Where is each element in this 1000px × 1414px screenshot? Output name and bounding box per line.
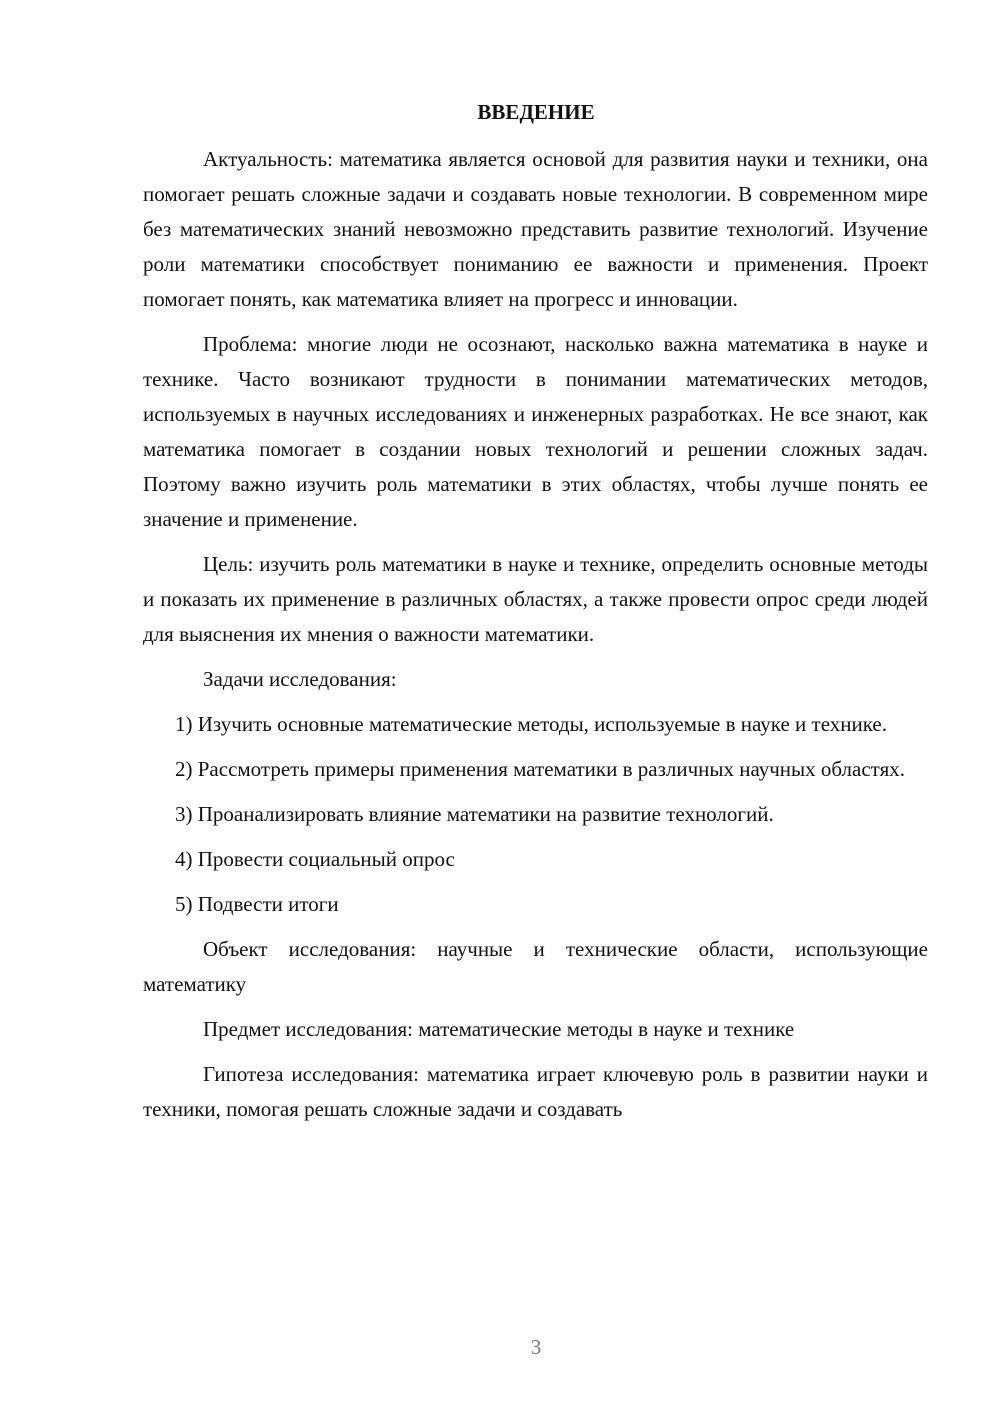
paragraph-goal: Цель: изучить роль математики в науке и технике, определить основные методы и показать их применение в различных областях, а также провести опрос среди людей для выяснения их мнения о важности математики.: [143, 552, 928, 646]
paragraph-hypothesis: Гипотеза исследования: математика играет ключевую роль в развитии науки и техники, помогая решать сложные задачи и создавать: [143, 1062, 928, 1121]
task-item: 3) Проанализировать влияние математики на развитие технологий.: [175, 802, 774, 826]
paragraph-relevance: Актуальность: математика является основой для развития науки и техники, она помогает решать сложные задачи и создавать новые технологии. В современном мире без математических знаний невозможно представить развитие технологий. Изучение роли математики способствует пониманию ее важности и применения. Проект помогает понять, как математика влияет на прогресс и инновации.: [143, 147, 928, 311]
page-title: ВВЕДЕНИЕ: [477, 100, 595, 124]
page-number: 3: [530, 1335, 542, 1359]
tasks-heading: Задачи исследования:: [203, 667, 397, 691]
document-body: [143, 142, 928, 1127]
task-item: 1) Изучить основные математические методы, используемые в науке и технике.: [175, 712, 887, 736]
task-item: 2) Рассмотреть примеры применения математики в различных научных областях.: [175, 757, 905, 781]
task-item: 4) Провести социальный опрос: [175, 847, 455, 871]
paragraph-subject: Предмет исследования: математические методы в науке и технике: [203, 1017, 795, 1041]
task-item: 5) Подвести итоги: [175, 892, 339, 916]
paragraph-object: Объект исследования: научные и технические области, использующие математику: [143, 937, 928, 996]
paragraph-problem: Проблема: многие люди не осознают, насколько важна математика в науке и технике. Часто возникают трудности в понимании математических методов, используемых в научных исследованиях и инженерных разработках. Не все знают, как математика помогает в создании новых технологий и решении сложных задач. Поэтому важно изучить роль математики в этих областях, чтобы лучше понять ее значение и применение.: [143, 332, 928, 531]
